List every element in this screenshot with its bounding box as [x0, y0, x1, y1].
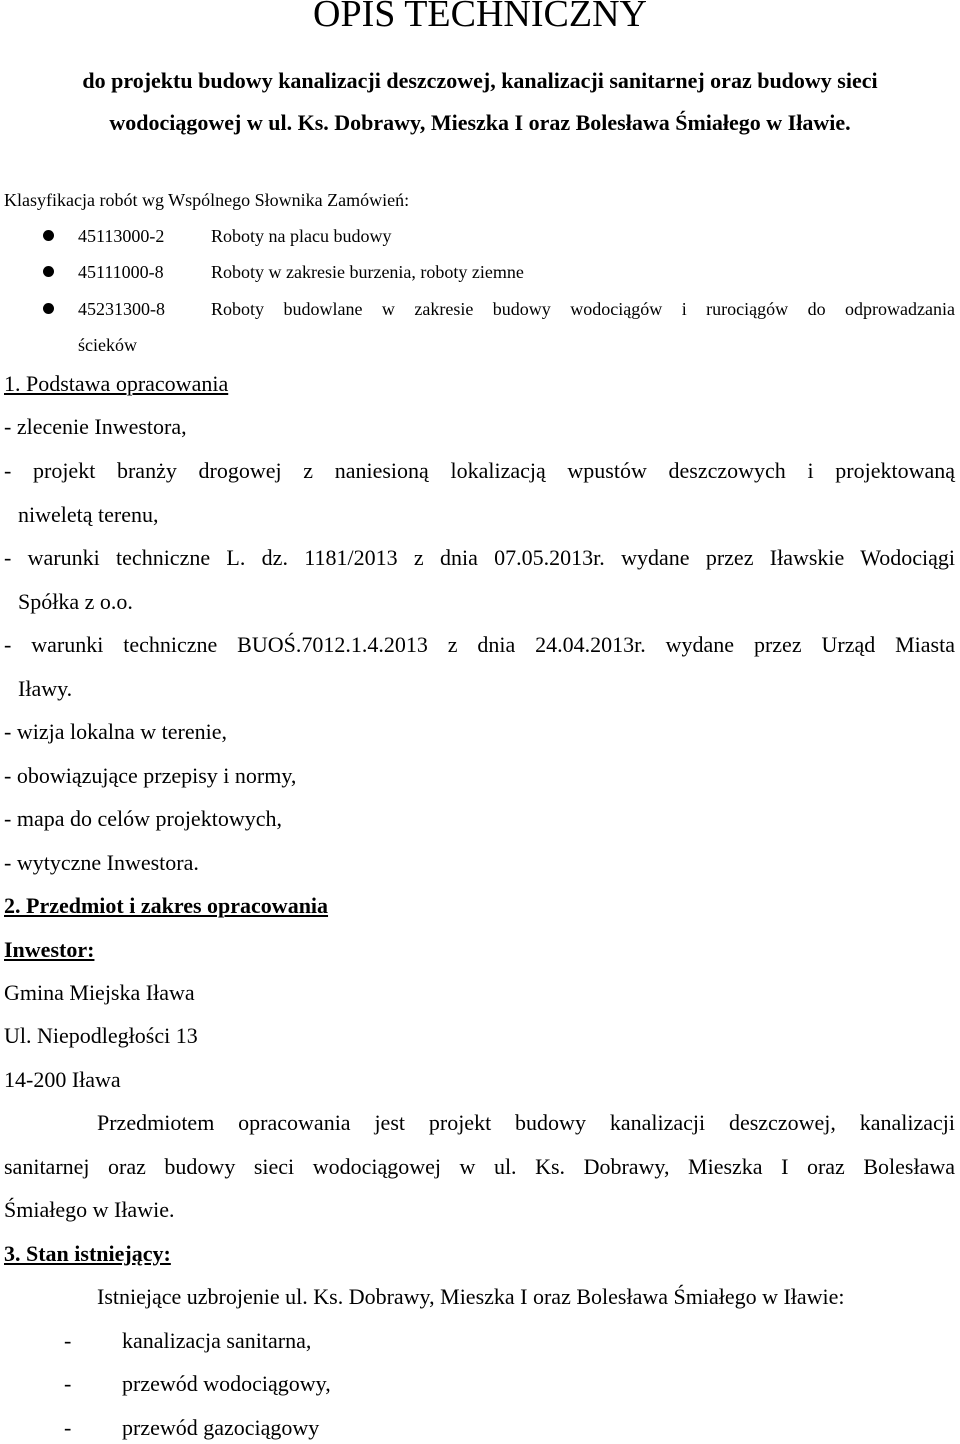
investor-street: Ul. Niepodległości 13	[4, 1023, 198, 1048]
basis-item-continued: niweletą terenu,	[18, 502, 159, 527]
cpv-description-continued: ścieków	[78, 335, 137, 355]
scope-paragraph-line: sanitarnej oraz budowy sieci wodociągowej w ul. Ks. Dobrawy, Mieszka I oraz Bolesława	[4, 1154, 955, 1179]
basis-item: - obowiązujące przepisy i normy,	[4, 763, 297, 788]
dash-marker: -	[64, 1415, 72, 1440]
basis-item: - projekt branży drogowej z naniesioną lokalizacją wpustów deszczowych i projektowaną	[4, 458, 955, 483]
subtitle-line-1: do projektu budowy kanalizacji deszczowej, kanalizacji sanitarnej oraz budowy sieci	[82, 68, 878, 93]
basis-item-continued: Spółka z o.o.	[18, 589, 133, 614]
existing-intro: Istniejące uzbrojenie ul. Ks. Dobrawy, Mieszka I oraz Bolesława Śmiałego w Iławie:	[97, 1284, 845, 1309]
cpv-code: 45231300-8	[78, 299, 165, 319]
basis-item: - warunki techniczne L. dz. 1181/2013 z dnia 07.05.2013r. wydane przez Iławskie Wodociągi	[4, 545, 955, 570]
existing-utility: przewód gazociągowy	[122, 1415, 320, 1440]
basis-item: - mapa do celów projektowych,	[4, 806, 282, 831]
investor-label: Inwestor:	[4, 937, 95, 962]
investor-name: Gmina Miejska Iława	[4, 980, 195, 1005]
cpv-description: Roboty na placu budowy	[211, 226, 392, 246]
basis-item: - wytyczne Inwestora.	[4, 850, 199, 875]
basis-item: - warunki techniczne BUOŚ.7012.1.4.2013 z dnia 24.04.2013r. wydane przez Urząd Miasta	[4, 632, 955, 657]
basis-item-continued: Iławy.	[18, 676, 73, 701]
cpv-code: 45111000-8	[78, 262, 164, 282]
dash-marker: -	[64, 1328, 72, 1353]
scope-paragraph-line: Przedmiotem opracowania jest projekt budowy kanalizacji deszczowej, kanalizacji	[97, 1110, 955, 1135]
page-title: OPIS TECHNICZNY	[313, 0, 647, 35]
basis-item: - zlecenie Inwestora,	[4, 414, 187, 439]
cpv-code: 45113000-2	[78, 226, 165, 246]
subtitle-line-2: wodociągowej w ul. Ks. Dobrawy, Mieszka I oraz Bolesława Śmiałego w Iławie.	[109, 110, 851, 135]
dash-marker: -	[64, 1371, 72, 1396]
investor-city: 14-200 Iława	[4, 1067, 121, 1092]
bullet-icon	[43, 303, 54, 314]
section-2-heading: 2. Przedmiot i zakres opracowania	[4, 893, 329, 918]
basis-item: - wizja lokalna w terenie,	[4, 719, 227, 744]
cpv-description: Roboty budowlane w zakresie budowy wodociągów i rurociągów do odprowadzania	[211, 299, 955, 319]
section-1-heading: 1. Podstawa opracowania	[4, 371, 229, 396]
scope-paragraph-line: Śmiałego w Iławie.	[4, 1197, 175, 1222]
bullet-icon	[43, 266, 54, 277]
classification-heading: Klasyfikacja robót wg Wspólnego Słownika Zamówień:	[4, 190, 410, 210]
existing-utility: przewód wodociągowy,	[122, 1371, 331, 1396]
section-3-heading: 3. Stan istniejący:	[4, 1241, 171, 1266]
existing-utility: kanalizacja sanitarna,	[122, 1328, 312, 1353]
cpv-description: Roboty w zakresie burzenia, roboty ziemne	[211, 262, 524, 282]
bullet-icon	[43, 230, 54, 241]
